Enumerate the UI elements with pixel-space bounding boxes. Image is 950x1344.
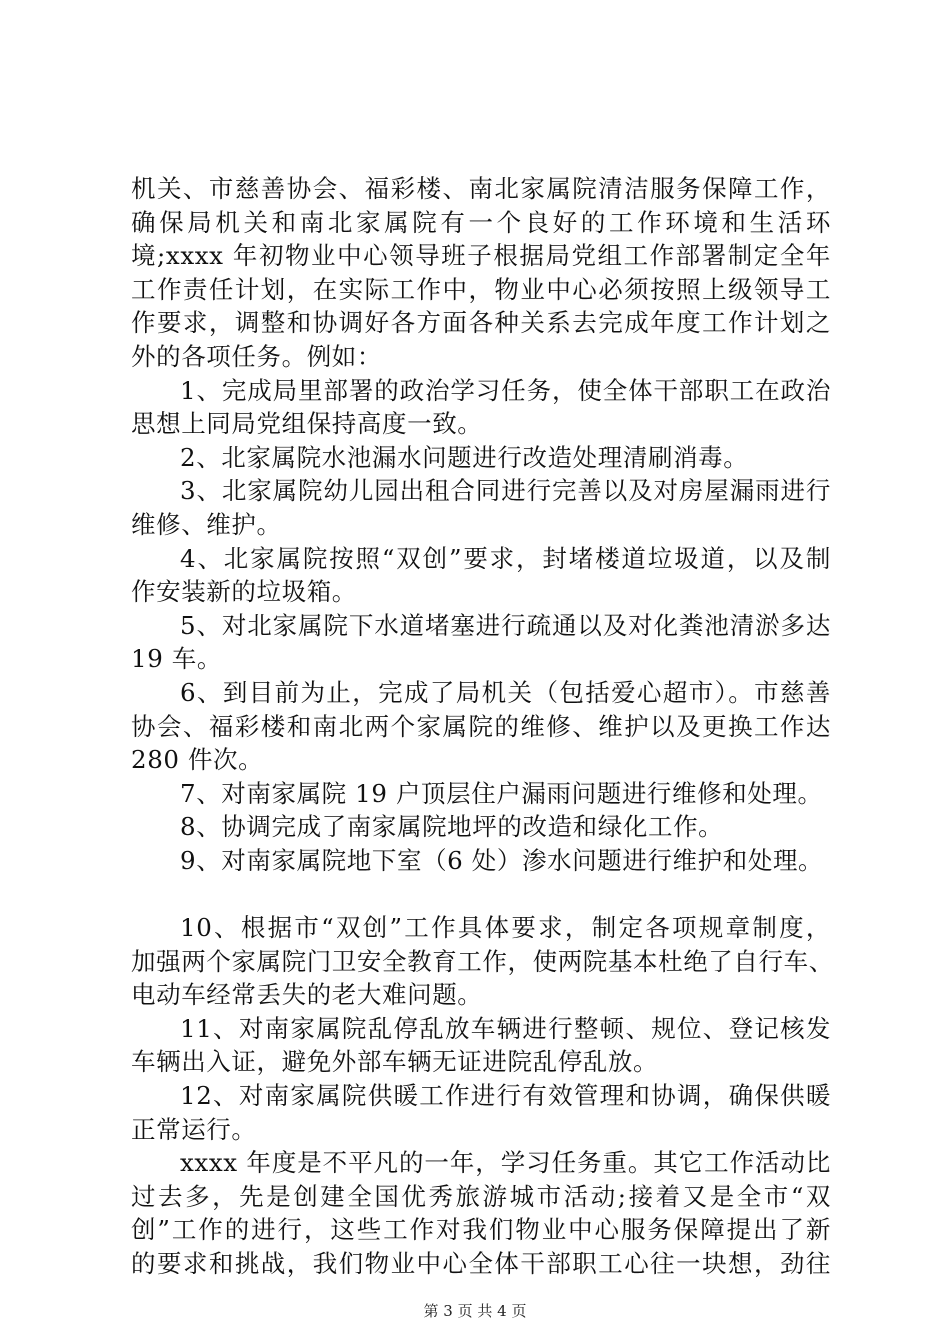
list-item-line: 4、北家属院按照“双创”要求，封堵楼道垃圾道，以及制 — [180, 543, 831, 573]
text-line: 19 车。 — [131, 644, 222, 674]
text-line: 思想上同局党组保持高度一致。 — [131, 409, 483, 439]
page-number-footer: 第 3 页 共 4 页 — [423, 1302, 527, 1320]
list-item-line: 5、对北家属院下水道堵塞进行疏通以及对化粪池清淤多达 — [180, 610, 831, 640]
text-line: 维修、维护。 — [131, 509, 282, 539]
text-line: 正常运行。 — [131, 1114, 257, 1144]
list-item-line: 6、到目前为止，完成了局机关（包括爱心超市）。市慈善 — [180, 677, 831, 707]
text-line: 协会、福彩楼和南北两个家属院的维修、维护以及更换工作达 — [131, 711, 831, 741]
list-item-line: 1、完成局里部署的政治学习任务，使全体干部职工在政治 — [180, 375, 831, 405]
text-line: 机关、市慈善协会、福彩楼、南北家属院清洁服务保障工作， — [131, 174, 831, 203]
text-line: 加强两个家属院门卫安全教育工作，使两院基本杜绝了自行车、 — [131, 946, 834, 976]
blank-line — [131, 877, 831, 911]
list-item-line: 12、对南家属院供暖工作进行有效管理和协调，确保供暖 — [180, 1081, 831, 1111]
text-line: 作要求，调整和协调好各方面各种关系去完成年度工作计划之 — [131, 308, 831, 338]
document-body — [131, 172, 834, 1281]
list-item-line: 7、对南家属院 19 户顶层住户漏雨问题进行维修和处理。 — [180, 778, 823, 808]
text-line: 境;xxxx 年初物业中心领导班子根据局党组工作部署制定全年 — [131, 241, 831, 271]
list-item-line: 11、对南家属院乱停乱放车辆进行整顿、规位、登记核发 — [180, 1013, 831, 1043]
list-item-line: 3、北家属院幼儿园出租合同进行完善以及对房屋漏雨进行 — [180, 476, 831, 506]
list-item-line: 2、北家属院水池漏水问题进行改造处理清刷消毒。 — [180, 442, 749, 472]
text-line: 电动车经常丢失的老大难问题。 — [131, 980, 483, 1010]
text-line: 车辆出入证，避免外部车辆无证进院乱停乱放。 — [131, 1047, 659, 1077]
text-line: 作安装新的垃圾箱。 — [131, 577, 357, 607]
text-line: 工作责任计划，在实际工作中，物业中心必须按照上级领导工 — [131, 274, 831, 304]
text-line: 外的各项任务。例如： — [131, 341, 382, 371]
text-line: 确保局机关和南北家属院有一个良好的工作环境和生活环 — [131, 207, 831, 237]
text-line: 过去多，先是创建全国优秀旅游城市活动;接着又是全市“双 — [131, 1181, 831, 1211]
text-line: 280 件次。 — [131, 745, 264, 775]
text-line: 创”工作的进行，这些工作对我们物业中心服务保障提出了新 — [131, 1215, 831, 1245]
list-item-line: 10、根据市“双创”工作具体要求，制定各项规章制度， — [180, 913, 831, 943]
list-item-line: 9、对南家属院地下室（6 处）渗水问题进行维护和处理。 — [180, 845, 824, 875]
text-line: 的要求和挑战，我们物业中心全体干部职工心往一块想，劲往 — [131, 1249, 831, 1278]
list-item-line: 8、协调完成了南家属院地坪的改造和绿化工作。 — [180, 812, 724, 842]
paragraph-line: xxxx 年度是不平凡的一年，学习任务重。其它工作活动比 — [180, 1148, 831, 1178]
